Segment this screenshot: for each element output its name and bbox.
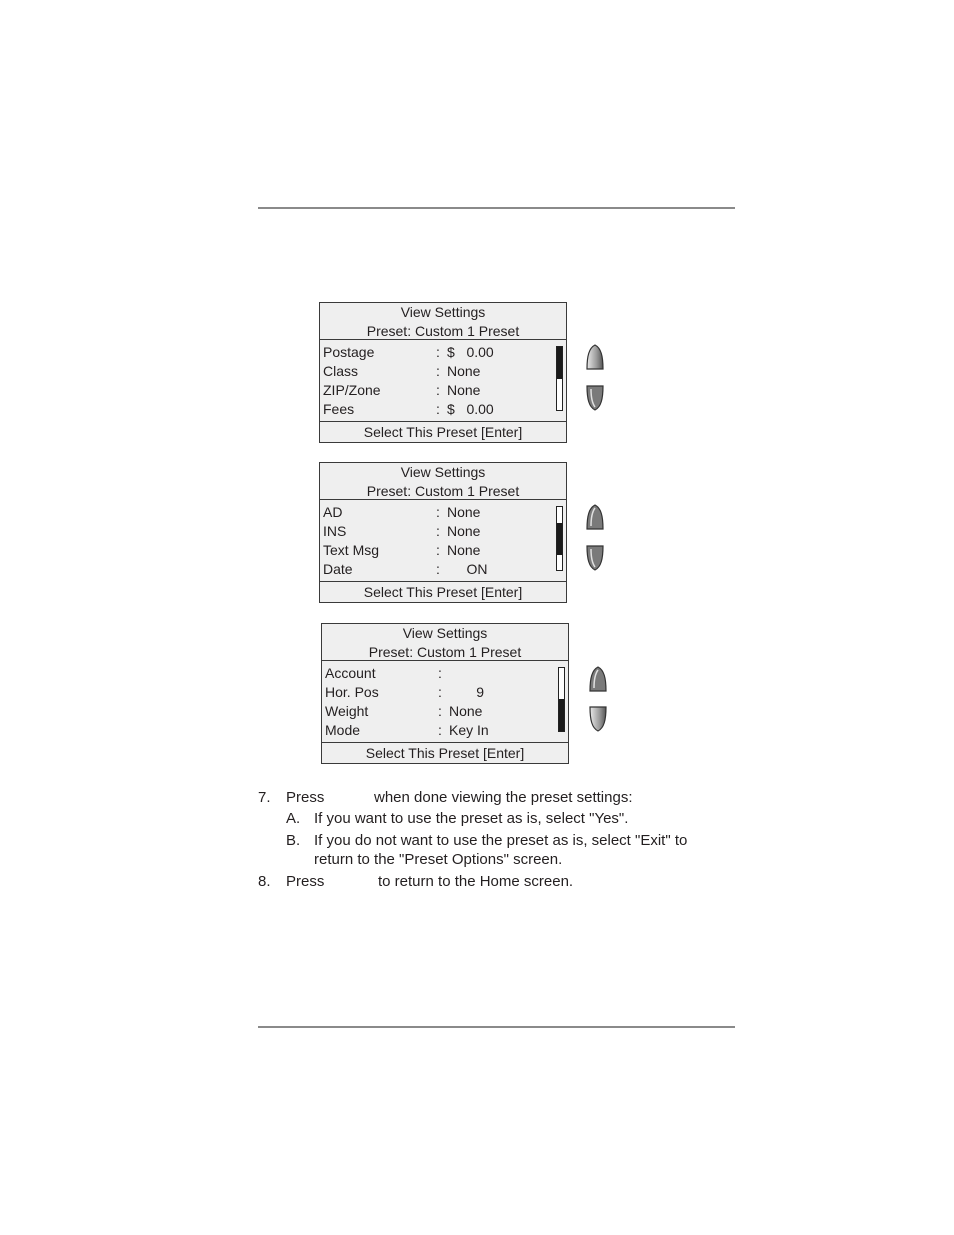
setting-value: None (447, 382, 481, 398)
lcd-screen-2 (319, 462, 567, 603)
screen-header (322, 624, 568, 661)
substep-text: If you do not want to use the preset as is, select "Exit" to return to the "Preset Options" screen. (314, 832, 688, 868)
setting-colon: : (436, 382, 440, 398)
setting-value: ON (447, 561, 488, 577)
screen-footer: Select This Preset [Enter] (363, 584, 523, 600)
setting-label: Text Msg (323, 542, 380, 558)
scroll-down-key-icon[interactable] (586, 545, 604, 571)
screen-preset: Preset: Custom 1 Preset (366, 483, 520, 499)
setting-label: Postage (323, 344, 375, 360)
screen-body (320, 340, 566, 422)
scroll-up-key-icon[interactable] (586, 504, 604, 530)
substep-a (258, 809, 728, 831)
screen-footer: Select This Preset [Enter] (363, 424, 523, 440)
scrollbar-thumb (557, 523, 562, 555)
step-text-after: when done viewing the preset settings: (374, 789, 633, 806)
setting-colon: : (436, 344, 440, 360)
setting-value: None (447, 363, 481, 379)
scroll-up-key-icon[interactable] (586, 344, 604, 370)
setting-colon: : (436, 363, 440, 379)
step-text-before: Press (286, 789, 325, 806)
scrollbar-thumb (557, 347, 562, 379)
step-number: 7. (258, 789, 271, 806)
step-7 (258, 788, 728, 809)
screen-header (320, 303, 566, 340)
scroll-up-key-icon[interactable] (589, 666, 607, 692)
screen-header (320, 463, 566, 500)
setting-label: Account (325, 665, 376, 681)
setting-label: Hor. Pos (325, 684, 379, 700)
scrollbar (556, 506, 563, 571)
substep-b (258, 831, 728, 872)
setting-colon: : (438, 722, 442, 738)
setting-label: Fees (323, 401, 355, 417)
step-text-before: Press (286, 873, 325, 890)
setting-value: None (449, 703, 483, 719)
screen-preset: Preset: Custom 1 Preset (366, 323, 520, 339)
setting-label: INS (323, 523, 347, 539)
scroll-down-key-icon[interactable] (586, 385, 604, 411)
scrollbar (558, 667, 565, 732)
screen-title: View Settings (400, 304, 486, 320)
footer-rule (258, 1026, 735, 1028)
setting-colon: : (438, 665, 442, 681)
screen-body (320, 500, 566, 582)
substep-text: If you want to use the preset as is, select "Yes". (314, 810, 629, 827)
lcd-screen-1 (319, 302, 567, 443)
step-text-after: to return to the Home screen. (378, 873, 574, 890)
scrollbar (556, 346, 563, 411)
scroll-down-key-icon[interactable] (589, 706, 607, 732)
header-rule (258, 207, 735, 209)
setting-label: Mode (325, 722, 361, 738)
screen-title: View Settings (402, 625, 488, 641)
setting-value: Key In (449, 722, 489, 738)
setting-value: None (447, 504, 481, 520)
scrollbar-thumb (559, 699, 564, 731)
substep-letter: A. (286, 810, 301, 827)
setting-label: ZIP/Zone (323, 382, 381, 398)
setting-colon: : (436, 542, 440, 558)
setting-colon: : (436, 401, 440, 417)
screen-body (322, 661, 568, 743)
setting-colon: : (436, 523, 440, 539)
screen-footer: Select This Preset [Enter] (365, 745, 525, 761)
setting-colon: : (438, 703, 442, 719)
setting-colon: : (436, 504, 440, 520)
setting-value: None (447, 542, 481, 558)
setting-colon: : (438, 684, 442, 700)
setting-colon: : (436, 561, 440, 577)
screen-preset: Preset: Custom 1 Preset (368, 644, 522, 660)
setting-label: Class (323, 363, 359, 379)
step-number: 8. (258, 873, 271, 890)
setting-value: $ 0.00 (447, 401, 494, 417)
instruction-steps (258, 788, 728, 893)
setting-value: 9 (449, 684, 485, 700)
step-8 (258, 872, 728, 893)
setting-value: None (447, 523, 481, 539)
screen-title: View Settings (400, 464, 486, 480)
substep-letter: B. (286, 832, 301, 849)
lcd-screen-3 (321, 623, 569, 764)
setting-label: AD (323, 504, 343, 520)
setting-value: $ 0.00 (447, 344, 494, 360)
setting-label: Date (323, 561, 353, 577)
setting-label: Weight (325, 703, 369, 719)
